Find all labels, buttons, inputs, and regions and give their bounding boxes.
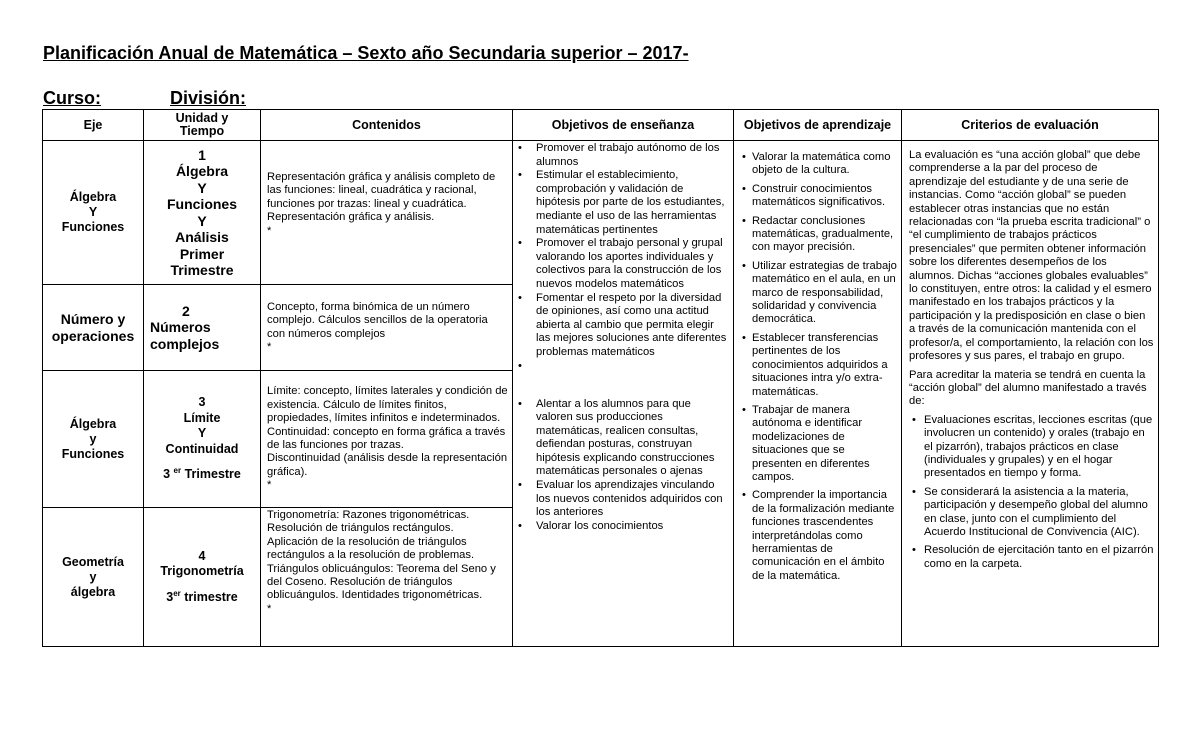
table-header-row [43,110,1159,141]
curso-label: Curso: [43,88,101,108]
spacer [536,360,730,398]
list-item: • Utilizar estrategias de trabajo matemático en el aula, en un marco de responsabilidad, solidaridad y convivencia democrática. [752,260,897,327]
contenidos-cell: Representación gráfica y análisis completo de las funciones: lineal, cuadrática y racional, funciones por trazas: lineal y cuadrática. Representación gráfica y análisis. * [261,141,513,285]
objetivos-ensenanza-cell [513,141,734,647]
criterios-paragraph: Para acreditar la materia se tendrá en cuenta la “acción global” del alumno manifestado a través de: [909,368,1147,408]
header-objetivos-ensenanza: Objetivos de enseñanza [513,110,734,141]
eje-cell: Geometría y álgebra [43,508,144,647]
list-item: • Promover el trabajo personal y grupal valorando los aportes individuales y colectivos para la construcción de los nuevos modelos matemáticos [536,237,730,291]
division-label: División: [170,88,247,108]
header-criterios: Criterios de evaluación [902,110,1159,141]
list-item: • Evaluaciones escritas, lecciones escritas (que involucren un contenido) y orales (trabajo en el pizarrón), trabajos prácticos en clase (individuales y grupales) y en el hogar presentados en tiempo y forma. [924,414,1154,481]
list-item: • Valorar los conocimientos [536,520,730,534]
unidad-cell: 3 Límite Y Continuidad 3 $^{er}$ Trimestre [144,371,261,508]
objetivos-aprendizaje-list [734,151,897,583]
list-item: • Construir conocimientos matemáticos significativos. [752,183,897,210]
trimestre-label: 3er trimestre [166,588,238,604]
list-item: • Estimular el establecimiento, comprobación y validación de hipótesis por parte de los estudiantes, mediante el uso de las herramientas matemáticas pertinentes [536,169,730,237]
contenidos-cell: Trigonometría: Razones trigonométricas. Resolución de triángulos rectángulos. Aplicación de la resolución de triángulos rectángulos a la resolución de problemas. Triángulos oblicuángulos: Teorema del Seno y del Coseno. Resolución de triángulos oblicuángulos. Identidades trigonométricas. * [261,508,513,647]
list-item: • Se considerará la asistencia a la materia, participación y desempeño global del alumno en clase, junto con el cumplimiento del Acuerdo Institucional de Convivencia (AIC). [924,486,1154,540]
list-item: • Fomentar el respeto por la diversidad de opiniones, así como una actitud abierta al cambio que permita elegir las mejores soluciones ante diferentes problemas matemáticos [536,292,730,360]
list-item: • Evaluar los aprendizajes vinculando los nuevos contenidos adquiridos con los anteriores [536,479,730,520]
list-item: • Valorar la matemática como objeto de la cultura. [752,151,897,178]
objetivos-ensenanza-list [513,142,730,533]
list-item: • Alentar a los alumnos para que valoren sus producciones matemáticas, realicen consultas, defiendan posturas, construyan hipótesis explicando construcciones matemáticas personales o ajenas [536,398,730,480]
document-title: Planificación Anual de Matemática – Sexto año Secundaria superior – 2017- [43,43,689,63]
trimestre-label: 3 $^{er}$ Trimestre [163,466,241,482]
criterios-list [909,414,1154,571]
table-row [43,141,1159,285]
header-eje: Eje [43,110,144,141]
list-item: • Resolución de ejercitación tanto en el pizarrón como en la carpeta. [924,544,1154,571]
objetivos-aprendizaje-cell [734,141,902,647]
header-objetivos-aprendizaje: Objetivos de aprendizaje [734,110,902,141]
unidad-cell: 2 Números complejos [144,285,261,371]
unidad-cell: 4 Trigonometría 3er trimestre [144,508,261,647]
unidad-cell: 1 Álgebra Y Funciones Y Análisis Primer Trimestre [144,141,261,285]
criterios-paragraph: La evaluación es “una acción global” que debe comprenderse a la par del proceso de aprendizaje del estudiante y de una serie de instancias. Como “acción global” se pueden establecer otras instancias que no están relacionadas con “la prueba escrita tradicional” o “el cumplimiento de trabajos prácticos presenciales” que permiten obtener información sobre los diferentes desempeños de los alumnos. Dichas “acciones globales evaluables” lo constituyen, entre otros: la calidad y el esmero manifestado en los trabajos prácticos y la participación y la predisposición en clase o bien a través de la comunicación mantenida con el profesor/a, el comportamiento, la relación con los profesores y sus pares, el trabajo en grupo. [909,149,1154,363]
list-item: • Redactar conclusiones matemáticas, gradualmente, con mayor precisión. [752,215,897,255]
list-item: • Trabajar de manera autónoma e identificar modelizaciones de situaciones que se presenten en diferentes campos. [752,404,897,484]
list-item: • Establecer transferencias pertinentes de los conocimientos adquiridos a situaciones intra y/o extra-matemáticas. [752,332,897,399]
planning-table [42,109,1159,647]
eje-cell: Álgebra Y Funciones [43,141,144,285]
eje-cell: Álgebra y Funciones [43,371,144,508]
header-unidad: Unidad y Tiempo [144,110,261,141]
criterios-cell [902,141,1159,647]
contenidos-cell: Concepto, forma binómica de un número complejo. Cálculos sencillos de la operatoria con números complejos * [261,285,513,371]
header-contenidos: Contenidos [261,110,513,141]
eje-cell: Número y operaciones [43,285,144,371]
list-item: • Comprender la importancia de la formalización mediante funciones trascendentes interpretándolas como herramientas de comunicación en el ámbito de la matemática. [752,489,897,583]
list-item: • Promover el trabajo autónomo de los alumnos [536,142,730,169]
contenidos-cell: Límite: concepto, límites laterales y condición de existencia. Cálculo de límites finitos, propiedades, límites infinitos e indeterminados. Continuidad: concepto en forma gráfica a través de las funciones por trazas. Discontinuidad (análisis desde la representación gráfica). * [261,371,513,508]
